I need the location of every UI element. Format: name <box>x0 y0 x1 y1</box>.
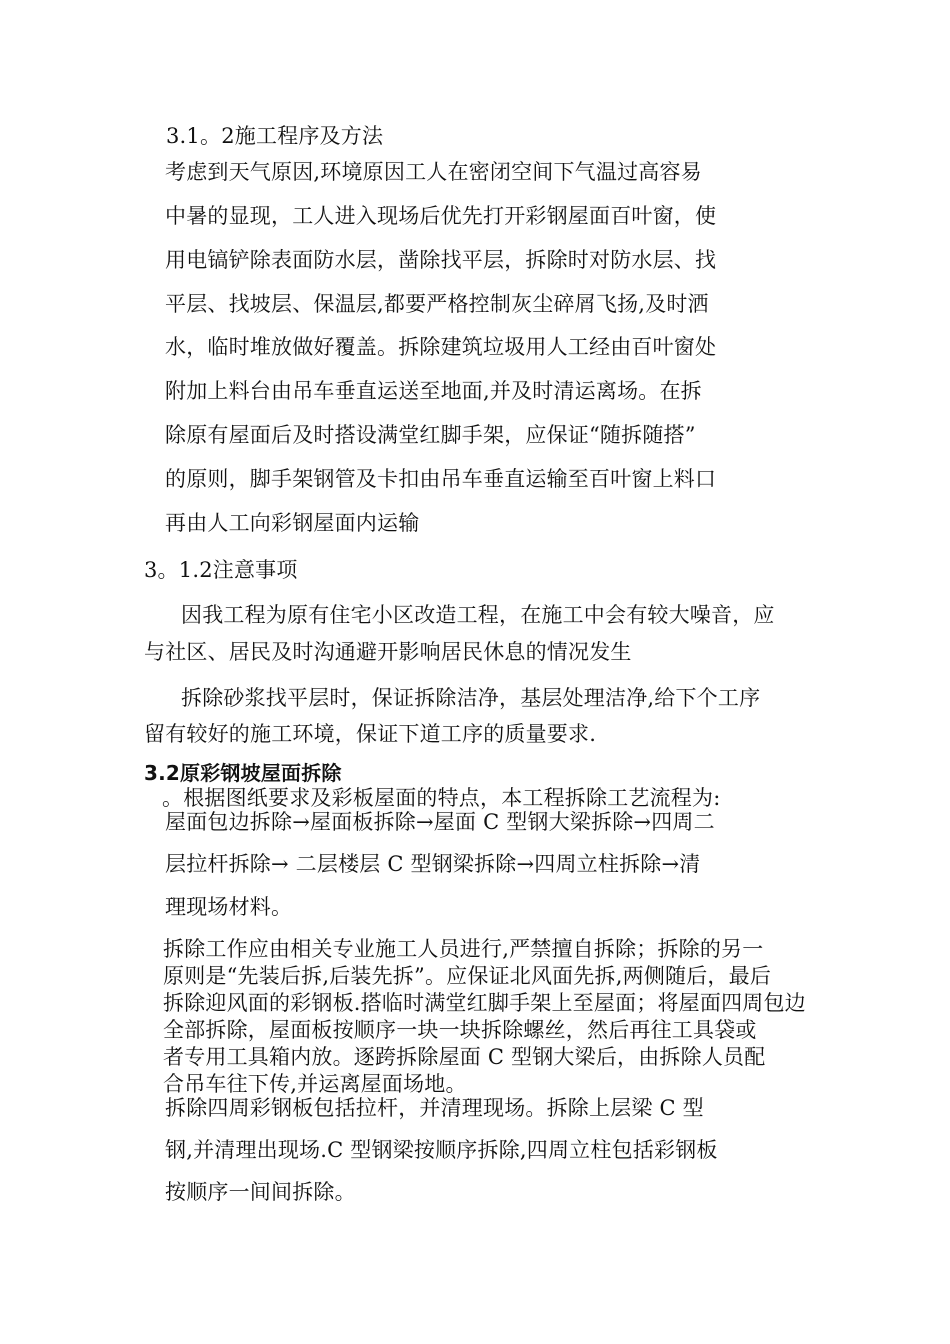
flow-line: 理现场材料。 <box>165 895 293 919</box>
paragraph-line: 原则是“先装后拆,后装先拆”。应保证北风面先拆,两侧随后，最后 <box>163 964 772 988</box>
paragraph-line: 平层、找坡层、保温层,都要严格控制灰尘碎屑飞扬,及时洒 <box>165 292 709 316</box>
paragraph-line: 拆除四周彩钢板包括拉杆，并清理现场。拆除上层梁 C 型 <box>165 1096 704 1120</box>
paragraph-line: 用电镐铲除表面防水层，凿除找平层，拆除时对防水层、找 <box>165 248 717 272</box>
paragraph-line: 与社区、居民及时沟通避开影响居民休息的情况发生 <box>144 640 632 664</box>
paragraph-line: 中暑的显现，工人进入现场后优先打开彩钢屋面百叶窗，使 <box>165 204 717 228</box>
paragraph-line: 钢,并清理出现场.C 型钢梁按顺序拆除,四周立柱包括彩钢板 <box>165 1138 718 1162</box>
paragraph-line: 除原有屋面后及时搭设满堂红脚手架，应保证“随拆随搭” <box>165 423 696 447</box>
section-heading-method: 3.1。2施工程序及方法 <box>166 124 384 148</box>
section-heading-3-2: 3.2原彩钢坡屋面拆除 <box>144 761 342 785</box>
paragraph-line: 附加上料台由吊车垂直运送至地面,并及时清运离场。在拆 <box>165 379 702 403</box>
flow-line: 屋面包边拆除→屋面板拆除→屋面 C 型钢大梁拆除→四周二 <box>165 810 715 834</box>
paragraph-line: 拆除迎风面的彩钢板.搭临时满堂红脚手架上至屋面；将屋面四周包边 <box>163 991 806 1015</box>
paragraph-line: 合吊车往下传,并运离屋面场地。 <box>163 1072 467 1096</box>
paragraph-line: 者专用工具箱内放。逐跨拆除屋面 C 型钢大梁后，由拆除人员配 <box>163 1045 766 1069</box>
flow-line: 层拉杆拆除→ 二层楼层 C 型钢梁拆除→四周立柱拆除→清 <box>165 852 701 876</box>
paragraph-line: 留有较好的施工环境，保证下道工序的质量要求. <box>144 722 597 746</box>
paragraph-line: 考虑到天气原因,环境原因工人在密闭空间下气温过高容易 <box>165 160 702 184</box>
paragraph-line: 拆除工作应由相关专业施工人员进行,严禁擅自拆除；拆除的另一 <box>163 937 764 961</box>
intro-line: 。根据图纸要求及彩板屋面的特点，本工程拆除工艺流程为: <box>162 786 721 810</box>
paragraph-line: 再由人工向彩钢屋面内运输 <box>165 511 420 535</box>
section-heading-notes: 3。1.2注意事项 <box>144 558 298 582</box>
paragraph-line: 水，临时堆放做好覆盖。拆除建筑垃圾用人工经由百叶窗处 <box>165 335 717 359</box>
paragraph-line: 全部拆除，屋面板按顺序一块一块拆除螺丝，然后再往工具袋或 <box>163 1018 757 1042</box>
paragraph-line: 拆除砂浆找平层时，保证拆除洁净，基层处理洁净,给下个工序 <box>181 686 761 710</box>
paragraph-line: 按顺序一间间拆除。 <box>165 1180 356 1204</box>
paragraph-line: 因我工程为原有住宅小区改造工程，在施工中会有较大噪音，应 <box>181 603 775 627</box>
paragraph-line: 的原则，脚手架钢管及卡扣由吊车垂直运输至百叶窗上料口 <box>165 467 717 491</box>
